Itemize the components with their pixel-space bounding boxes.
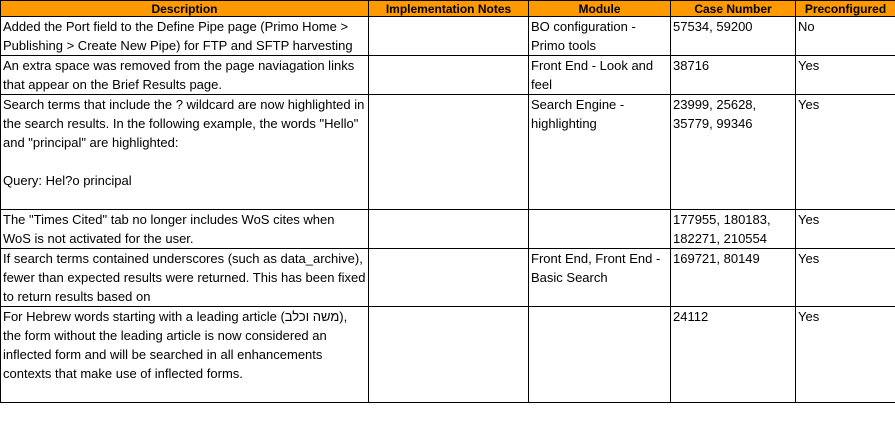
- header-preconfigured: Preconfigured: [796, 1, 895, 17]
- table-row: [1, 307, 895, 403]
- header-implementation-notes: Implementation Notes: [369, 1, 529, 17]
- cell-description: If search terms contained underscores (such as data_archive), fewer than expected results were returned. This has been fixed to return results based on: [1, 249, 369, 307]
- cell-case-number: 23999, 25628, 35779, 99346: [671, 95, 796, 210]
- cell-module: BO configuration - Primo tools: [529, 17, 671, 56]
- cell-module: Search Engine - highlighting: [529, 95, 671, 210]
- cell-preconfigured: Yes: [796, 249, 895, 307]
- cell-implementation-notes: [369, 56, 529, 95]
- table-row: [1, 17, 895, 56]
- cell-preconfigured: Yes: [796, 95, 895, 210]
- cell-description: An extra space was removed from the page naviagation links that appear on the Brief Results page.: [1, 56, 369, 95]
- cell-case-number: 177955, 180183, 182271, 210554: [671, 210, 796, 249]
- cell-description: Added the Port field to the Define Pipe page (Primo Home > Publishing > Create New Pipe) for FTP and SFTP harvesting: [1, 17, 369, 56]
- cell-preconfigured: Yes: [796, 56, 895, 95]
- cell-preconfigured: Yes: [796, 210, 895, 249]
- header-description: Description: [1, 1, 369, 17]
- table-row: [1, 95, 895, 210]
- cell-module: Front End, Front End - Basic Search: [529, 249, 671, 307]
- table-row: [1, 56, 895, 95]
- table-row: [1, 210, 895, 249]
- header-module: Module: [529, 1, 671, 17]
- cell-case-number: 57534, 59200: [671, 17, 796, 56]
- header-row: [1, 1, 895, 17]
- cell-case-number: 169721, 80149: [671, 249, 796, 307]
- cell-implementation-notes: [369, 249, 529, 307]
- cell-module: [529, 210, 671, 249]
- cell-implementation-notes: [369, 95, 529, 210]
- header-case-number: Case Number: [671, 1, 796, 17]
- cell-description: For Hebrew words starting with a leading article (משה וכלב), the form without the leading article is now considered an inflected form and will be searched in all enhancements contexts that make use of inflected forms.: [1, 307, 369, 403]
- table-row: [1, 249, 895, 307]
- cell-preconfigured: Yes: [796, 307, 895, 403]
- cell-case-number: 24112: [671, 307, 796, 403]
- cell-case-number: 38716: [671, 56, 796, 95]
- cell-module: Front End - Look and feel: [529, 56, 671, 95]
- cell-implementation-notes: [369, 307, 529, 403]
- cell-preconfigured: No: [796, 17, 895, 56]
- cell-description: Search terms that include the ? wildcard are now highlighted in the search results. In the following example, the words "Hello" and "principal" are highlighted: Query: Hel?o principal: [1, 95, 369, 210]
- cell-implementation-notes: [369, 17, 529, 56]
- cell-implementation-notes: [369, 210, 529, 249]
- cell-description: The "Times Cited" tab no longer includes WoS cites when WoS is not activated for the user.: [1, 210, 369, 249]
- cell-module: [529, 307, 671, 403]
